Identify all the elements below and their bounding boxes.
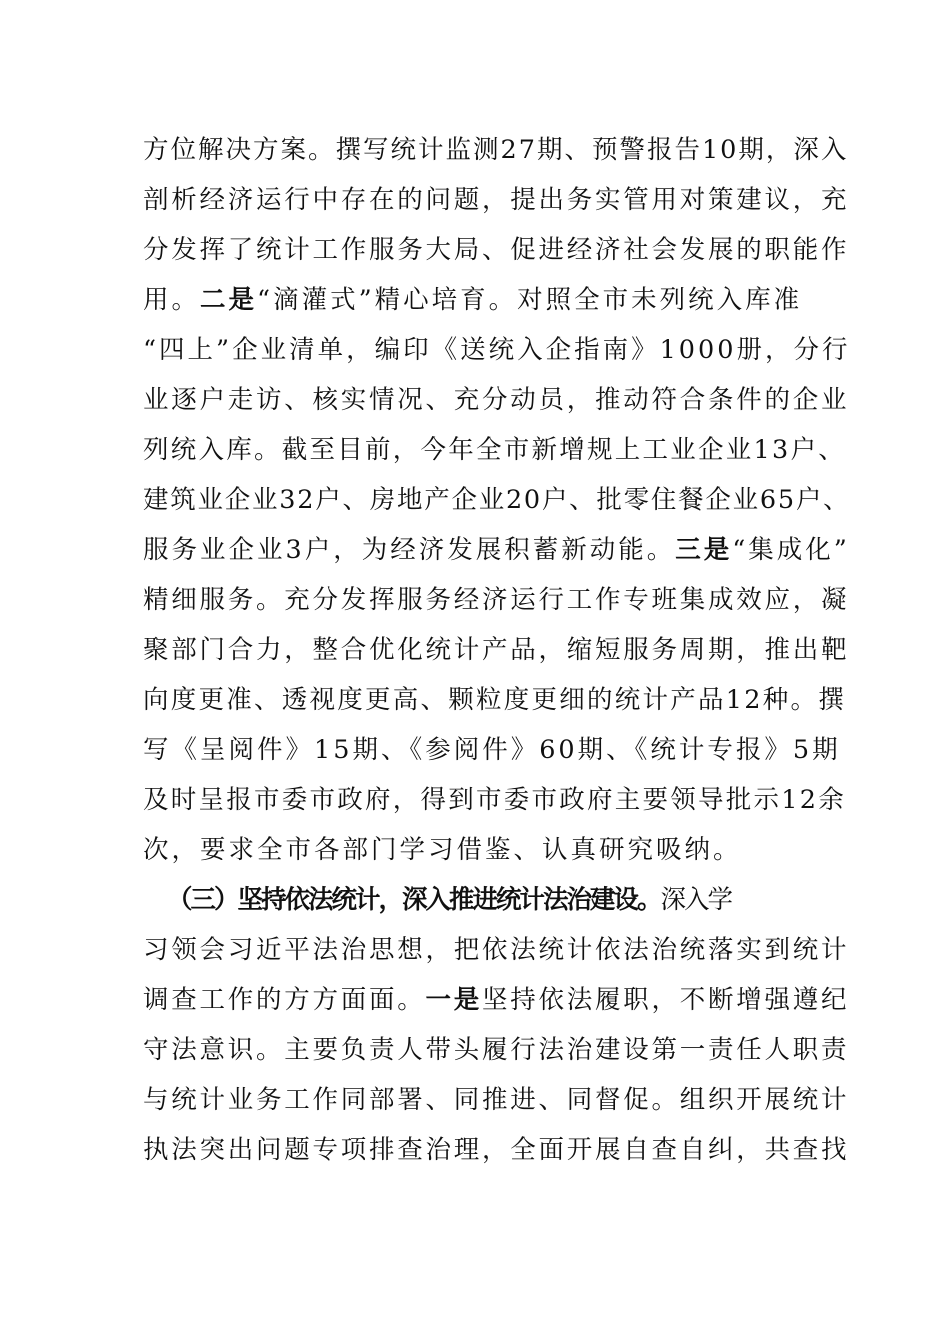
text-line <box>143 1032 850 1068</box>
text-line <box>167 882 867 918</box>
text-segment: 执法突出问题专项排查治理，全面开展自查自纠，共查找 <box>143 1135 850 1165</box>
text-segment: 深入学 <box>660 885 732 915</box>
text-segment: “集成化” <box>732 535 850 565</box>
text-segment: 聚部门合力，整合优化统计产品，缩短服务周期，推出靶 <box>143 635 850 665</box>
text-segment: 精细服务。充分发挥服务经济运行工作专班集成效应，凝 <box>143 585 850 615</box>
bold-text-segment: 一是 <box>425 985 483 1015</box>
text-segment: 用。 <box>143 285 201 315</box>
text-segment: 服务业企业3户，为经济发展积蓄新动能。 <box>143 535 676 565</box>
text-line <box>143 432 846 468</box>
text-segment: “四上”企业清单，编印《送统入企指南》1000册，分行 <box>143 335 851 365</box>
text-segment: “滴灌式”精心培育。对照全市未列统入库准 <box>257 285 803 315</box>
bold-text-segment: （三）坚持依法统计，深入推进统计法治建设。 <box>167 885 661 915</box>
text-line <box>143 1132 850 1168</box>
text-line <box>143 682 846 718</box>
text-line <box>143 1082 850 1118</box>
text-segment: 建筑业企业32户、房地产企业20户、批零住餐企业65户、 <box>143 485 851 515</box>
text-segment: 写《呈阅件》15期、《参阅件》60期、《统计专报》5期 <box>143 735 841 765</box>
text-segment: 次，要求全市各部门学习借鉴、认真研究吸纳。 <box>143 835 742 865</box>
text-line <box>143 332 851 368</box>
text-segment: 剖析经济运行中存在的问题，提出务实管用对策建议，充 <box>143 185 850 215</box>
text-segment: 分发挥了统计工作服务大局、促进经济社会发展的职能作 <box>143 235 850 265</box>
text-line <box>143 582 850 618</box>
text-line <box>143 132 849 168</box>
text-line <box>143 282 843 318</box>
text-line <box>143 782 846 818</box>
text-line <box>143 982 850 1018</box>
text-segment: 与统计业务工作同部署、同推进、同督促。组织开展统计 <box>143 1085 850 1115</box>
text-line <box>143 532 850 568</box>
text-line <box>143 482 851 518</box>
text-line <box>143 182 850 218</box>
text-line <box>143 232 850 268</box>
text-line <box>143 832 843 868</box>
text-segment: 列统入库。截至目前，今年全市新增规上工业企业13户、 <box>143 435 846 465</box>
text-line <box>143 932 850 968</box>
bold-text-segment: 三是 <box>675 535 733 565</box>
text-segment: 习领会习近平法治思想，把依法统计依法治统落实到统计 <box>143 935 850 965</box>
text-segment: 调查工作的方方面面。 <box>143 985 426 1015</box>
text-segment: 方位解决方案。撰写统计监测27期、预警报告10期，深入 <box>143 135 849 165</box>
bold-text-segment: 二是 <box>200 285 258 315</box>
text-segment: 业逐户走访、核实情况、充分动员，推动符合条件的企业 <box>143 385 850 415</box>
text-line <box>143 732 843 768</box>
text-segment: 向度更准、透视度更高、颗粒度更细的统计产品12种。撰 <box>143 685 846 715</box>
text-segment: 及时呈报市委市政府，得到市委市政府主要领导批示12余 <box>143 785 846 815</box>
text-segment: 坚持依法履职，不断增强遵纪 <box>482 985 850 1015</box>
text-line <box>143 632 850 668</box>
text-segment: 守法意识。主要负责人带头履行法治建设第一责任人职责 <box>143 1035 850 1065</box>
text-line <box>143 382 850 418</box>
